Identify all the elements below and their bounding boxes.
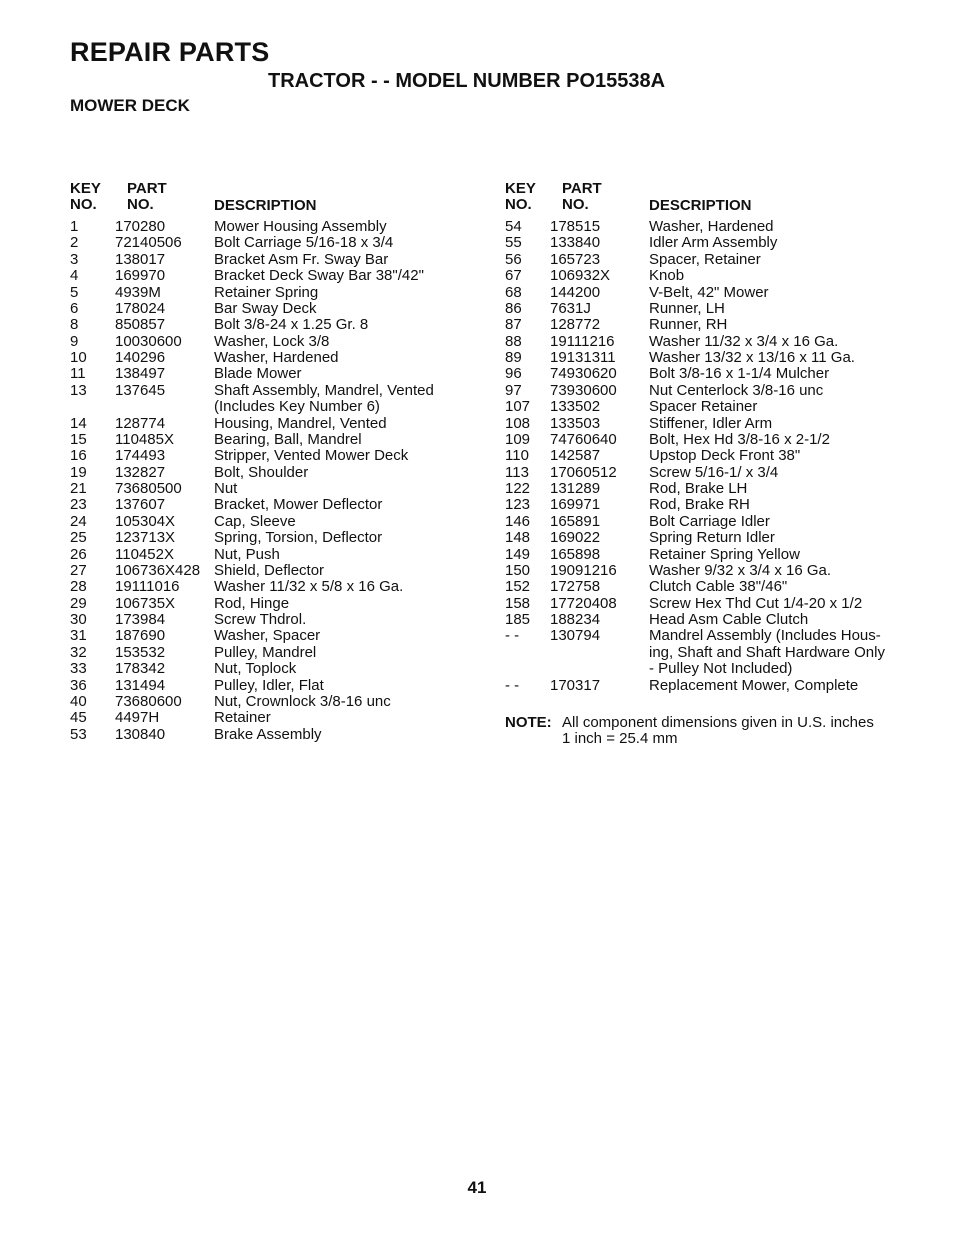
description-cell: Pulley, Idler, Flat (214, 676, 324, 694)
description-cell: Head Asm Cable Clutch (649, 611, 809, 628)
part-no-cell: 10030600 (115, 332, 182, 350)
table-row (70, 465, 490, 481)
description-cell: Runner, LH (649, 299, 725, 317)
table-row (70, 481, 490, 497)
description-cell: Retainer Spring (214, 283, 319, 301)
description-cell: Bar Sway Deck (214, 299, 317, 317)
description-cell: Bracket, Mower Deflector (214, 496, 383, 514)
key-no-cell: 8 (70, 316, 79, 334)
key-no-cell: 14 (70, 414, 87, 432)
part-header-bottom: NO. (562, 196, 589, 213)
description-cell: Spring, Torsion, Deflector (214, 529, 383, 547)
table-row (70, 530, 490, 546)
part-no-cell: 106932X (550, 267, 611, 285)
part-no-cell: 133840 (550, 234, 601, 252)
note-line-2: 1 inch = 25.4 mm (562, 730, 678, 748)
part-no-cell: 19111216 (550, 332, 615, 350)
description-cell: (Includes Key Number 6) (214, 398, 380, 416)
table-row (505, 317, 925, 333)
table-row (505, 563, 925, 579)
description-cell: Cap, Sleeve (214, 512, 296, 530)
part-no-cell: 131289 (550, 480, 601, 497)
key-no-cell: 3 (70, 250, 79, 268)
part-no-cell: 19091216 (550, 561, 617, 579)
description-cell: Housing, Mandrel, Vented (214, 414, 387, 432)
key-no-cell: 32 (70, 643, 87, 661)
description-cell: Knob (649, 267, 685, 285)
description-cell: Washer 9/32 x 3/4 x 16 Ga. (649, 561, 832, 579)
table-row (70, 497, 490, 513)
table-row (70, 579, 490, 595)
key-header-top: KEY (505, 180, 536, 197)
key-no-cell: 33 (70, 660, 87, 678)
section-heading: MOWER DECK (70, 96, 190, 115)
table-row (505, 481, 925, 497)
table-row (70, 596, 490, 612)
description-cell: Washer, Spacer (214, 627, 321, 645)
part-no-cell: 110452X (115, 545, 174, 563)
table-row (505, 514, 925, 530)
description-cell: Washer 13/32 x 13/16 x 11 Ga. (649, 349, 855, 366)
description-cell: Nut, Push (214, 545, 280, 563)
key-no-cell: 87 (505, 316, 522, 334)
description-cell: Nut, Crownlock 3/8-16 unc (214, 692, 391, 710)
description-cell: Blade Mower (214, 365, 302, 383)
part-no-cell: 19111016 (115, 578, 180, 596)
part-no-cell: 19131311 (550, 349, 616, 366)
key-no-cell: 109 (505, 430, 531, 448)
description-cell: Bracket Asm Fr. Sway Bar (214, 250, 389, 268)
part-no-cell: 73930600 (550, 381, 617, 399)
part-no-cell: 165723 (550, 250, 601, 268)
part-no-cell: 172758 (550, 578, 601, 596)
table-row (505, 301, 925, 317)
description-cell: Mandrel Assembly (Includes Hous- (649, 627, 881, 645)
key-no-cell: 11 (70, 365, 86, 383)
part-no-cell: 130840 (115, 725, 166, 743)
key-no-cell: 152 (505, 578, 531, 596)
key-no-cell: 86 (505, 299, 522, 317)
part-no-cell: 138017 (115, 250, 166, 268)
part-no-cell: 170280 (115, 218, 166, 235)
description-header: DESCRIPTION (214, 197, 317, 214)
parts-table-right (505, 181, 925, 694)
key-no-cell: 110 (505, 447, 529, 465)
table-row (505, 547, 925, 563)
part-no-cell: 133502 (550, 398, 601, 416)
description-cell: Nut (214, 480, 238, 497)
description-cell: Screw 5/16-1/ x 3/4 (649, 463, 779, 481)
table-row (70, 645, 490, 661)
key-no-cell: 25 (70, 529, 87, 547)
description-cell: Spacer, Retainer (649, 250, 761, 268)
key-no-cell: 26 (70, 545, 87, 563)
table-row (505, 596, 925, 612)
key-no-header (505, 181, 536, 213)
key-no-cell: 1 (70, 218, 79, 235)
key-no-cell: 96 (505, 365, 522, 383)
description-cell: Washer 11/32 x 3/4 x 16 Ga. (649, 332, 839, 350)
description-cell: - Pulley Not Included) (649, 660, 793, 678)
part-no-cell: 850857 (115, 316, 166, 334)
description-cell: Washer, Hardened (649, 218, 774, 235)
table-row (505, 661, 925, 677)
part-no-cell: 169971 (550, 496, 601, 514)
key-no-cell: 150 (505, 561, 531, 579)
part-no-cell: 133503 (550, 414, 601, 432)
key-no-cell: 29 (70, 594, 87, 612)
part-no-cell: 130794 (550, 627, 601, 645)
description-cell: Stripper, Vented Mower Deck (214, 447, 409, 465)
table-row (70, 301, 490, 317)
description-cell: Upstop Deck Front 38" (649, 447, 801, 465)
description-cell: Bolt, Shoulder (214, 463, 309, 481)
table-body (505, 219, 925, 694)
key-no-cell: 6 (70, 299, 79, 317)
parts-table-left (70, 181, 490, 743)
table-row (505, 285, 925, 301)
table-row (70, 694, 490, 710)
key-no-cell: 31 (70, 627, 87, 645)
description-cell: Bolt Carriage Idler (649, 512, 770, 530)
table-row (70, 285, 490, 301)
part-no-cell: 128772 (550, 316, 601, 334)
key-no-cell: 36 (70, 676, 87, 694)
key-no-cell: 16 (70, 447, 87, 465)
table-row (505, 399, 925, 415)
key-no-cell: 158 (505, 594, 531, 612)
part-no-cell: 106735X (115, 594, 176, 612)
part-no-cell: 140296 (115, 349, 166, 366)
table-row (505, 432, 925, 448)
description-cell: Screw Thdrol. (214, 611, 307, 628)
key-no-cell: 113 (505, 463, 529, 481)
description-cell: Idler Arm Assembly (649, 234, 778, 252)
part-no-cell: 153532 (115, 643, 166, 661)
table-row (70, 448, 490, 464)
table-row (505, 350, 925, 366)
table-row (70, 334, 490, 350)
key-no-cell: 45 (70, 709, 87, 727)
part-no-cell: 169022 (550, 529, 601, 547)
description-header: DESCRIPTION (649, 197, 752, 214)
part-no-cell: 74760640 (550, 430, 617, 448)
key-no-cell: 122 (505, 480, 531, 497)
key-no-cell: 28 (70, 578, 87, 596)
key-no-cell: 2 (70, 234, 79, 252)
part-no-cell: 173984 (115, 611, 166, 628)
description-cell: Rod, Brake LH (649, 480, 748, 497)
description-cell: Washer, Hardened (214, 349, 339, 366)
description-cell: Spring Return Idler (649, 529, 775, 547)
table-row (505, 530, 925, 546)
description-cell: Washer, Lock 3/8 (214, 332, 330, 350)
key-no-cell: 54 (505, 218, 522, 235)
table-header (505, 181, 925, 219)
part-no-header (127, 181, 167, 213)
key-no-cell: 88 (505, 332, 522, 350)
description-cell: Bracket Deck Sway Bar 38"/42" (214, 267, 424, 285)
description-cell: Washer 11/32 x 5/8 x 16 Ga. (214, 578, 404, 596)
description-cell: Stiffener, Idler Arm (649, 414, 773, 432)
note-line-1: All component dimensions given in U.S. inches (562, 714, 874, 731)
table-row (70, 514, 490, 530)
description-cell: Nut Centerlock 3/8-16 unc (649, 381, 824, 399)
key-header-top: KEY (70, 180, 101, 197)
table-row (70, 547, 490, 563)
part-no-cell: 178515 (550, 218, 601, 235)
table-row (70, 317, 490, 333)
description-cell: Bearing, Ball, Mandrel (214, 430, 362, 448)
key-no-cell: 55 (505, 234, 522, 252)
part-no-cell: 137607 (115, 496, 166, 514)
key-header-bottom: NO. (505, 196, 532, 213)
description-cell: Bolt 3/8-24 x 1.25 Gr. 8 (214, 316, 369, 334)
key-no-header (70, 181, 101, 213)
key-no-cell: 19 (70, 463, 87, 481)
description-cell: Bolt Carriage 5/16-18 x 3/4 (214, 234, 394, 252)
part-no-cell: 74930620 (550, 365, 617, 383)
description-cell: Shaft Assembly, Mandrel, Vented (214, 381, 434, 399)
key-no-cell: 27 (70, 561, 87, 579)
description-cell: Replacement Mower, Complete (649, 676, 859, 694)
part-no-cell: 165891 (550, 512, 601, 530)
key-no-cell: 89 (505, 349, 522, 366)
key-no-cell: 5 (70, 283, 79, 301)
table-row (70, 219, 490, 235)
part-no-cell: 188234 (550, 611, 601, 628)
table-row (70, 661, 490, 677)
table-row (505, 366, 925, 382)
part-no-cell: 138497 (115, 365, 166, 383)
part-no-cell: 132827 (115, 463, 166, 481)
model-subtitle: TRACTOR - - MODEL NUMBER PO15538A (268, 70, 666, 92)
table-row (70, 727, 490, 743)
key-no-cell: 9 (70, 332, 79, 350)
part-no-cell: 178342 (115, 660, 166, 678)
part-no-cell: 128774 (115, 414, 166, 432)
part-no-cell: 144200 (550, 283, 601, 301)
part-no-cell: 110485X (115, 430, 174, 448)
part-no-cell: 4497H (115, 709, 160, 727)
key-no-cell: 107 (505, 398, 531, 416)
note-label: NOTE: (505, 714, 552, 731)
description-cell: Brake Assembly (214, 725, 322, 743)
key-no-cell: - - (505, 676, 520, 694)
part-no-cell: 131494 (115, 676, 166, 694)
part-header-top: PART (127, 180, 167, 197)
table-row (505, 448, 925, 464)
table-row (505, 252, 925, 268)
key-no-cell: 30 (70, 611, 87, 628)
table-row (70, 383, 490, 399)
key-no-cell: 149 (505, 545, 531, 563)
key-no-cell: 40 (70, 692, 87, 710)
table-row (505, 612, 925, 628)
page-title: REPAIR PARTS (70, 37, 270, 67)
table-row (70, 399, 490, 415)
table-body (70, 219, 490, 743)
key-no-cell: 146 (505, 512, 531, 530)
table-row (70, 710, 490, 726)
key-no-cell: 185 (505, 611, 531, 628)
part-no-cell: 106736X428 (115, 561, 201, 579)
table-row (70, 252, 490, 268)
part-no-cell: 17720408 (550, 594, 617, 612)
key-no-cell: 123 (505, 496, 531, 514)
table-row (70, 350, 490, 366)
key-no-cell: - - (505, 627, 520, 645)
description-cell: Rod, Brake RH (649, 496, 750, 514)
part-no-cell: 169970 (115, 267, 166, 285)
table-header (70, 181, 490, 219)
key-no-cell: 53 (70, 725, 87, 743)
key-no-cell: 10 (70, 349, 87, 366)
table-row (505, 383, 925, 399)
table-row (70, 678, 490, 694)
key-no-cell: 13 (70, 381, 87, 399)
description-cell: Rod, Hinge (214, 594, 290, 612)
description-cell: Retainer (214, 709, 271, 727)
part-no-cell: 187690 (115, 627, 166, 645)
description-cell: ing, Shaft and Shaft Hardware Only (649, 643, 885, 661)
description-cell: Shield, Deflector (214, 561, 325, 579)
table-row (505, 579, 925, 595)
table-row (70, 628, 490, 644)
table-row (70, 432, 490, 448)
part-no-cell: 73680600 (115, 692, 182, 710)
description-cell: Nut, Toplock (214, 660, 297, 678)
table-row (70, 235, 490, 251)
part-no-cell: 123713X (115, 529, 176, 547)
description-cell: Spacer Retainer (649, 398, 758, 416)
description-cell: V-Belt, 42" Mower (649, 283, 769, 301)
key-no-cell: 21 (70, 480, 87, 497)
part-no-cell: 174493 (115, 447, 166, 465)
key-no-cell: 24 (70, 512, 87, 530)
part-no-cell: 170317 (550, 676, 601, 694)
description-cell: Bolt 3/8-16 x 1-1/4 Mulcher (649, 365, 830, 383)
part-no-cell: 178024 (115, 299, 166, 317)
part-no-cell: 137645 (115, 381, 166, 399)
table-row (505, 235, 925, 251)
description-cell: Mower Housing Assembly (214, 218, 387, 235)
table-row (505, 219, 925, 235)
table-row (505, 628, 925, 644)
description-cell: Pulley, Mandrel (214, 643, 317, 661)
part-no-cell: 105304X (115, 512, 176, 530)
part-no-cell: 4939M (115, 283, 161, 301)
table-row (505, 416, 925, 432)
description-cell: Screw Hex Thd Cut 1/4-20 x 1/2 (649, 594, 863, 612)
part-no-cell: 142587 (550, 447, 601, 465)
part-no-cell: 165898 (550, 545, 601, 563)
table-row (505, 678, 925, 694)
part-no-cell: 7631J (550, 299, 591, 317)
table-row (70, 268, 490, 284)
key-no-cell: 56 (505, 250, 522, 268)
part-no-cell: 17060512 (550, 463, 617, 481)
table-row (505, 645, 925, 661)
description-cell: Runner, RH (649, 316, 728, 334)
key-no-cell: 4 (70, 267, 79, 285)
table-row (70, 612, 490, 628)
key-no-cell: 68 (505, 283, 522, 301)
table-row (505, 268, 925, 284)
page-number: 41 (467, 1178, 487, 1197)
part-no-header (562, 181, 602, 213)
key-no-cell: 67 (505, 267, 522, 285)
table-row (505, 497, 925, 513)
table-row (70, 416, 490, 432)
part-header-top: PART (562, 180, 602, 197)
key-no-cell: 108 (505, 414, 531, 432)
table-row (505, 465, 925, 481)
key-no-cell: 148 (505, 529, 531, 547)
description-cell: Clutch Cable 38"/46" (649, 578, 788, 596)
key-header-bottom: NO. (70, 196, 97, 213)
description-cell: Bolt, Hex Hd 3/8-16 x 2-1/2 (649, 430, 830, 448)
part-no-cell: 73680500 (115, 480, 182, 497)
table-row (70, 366, 490, 382)
part-no-cell: 72140506 (115, 234, 182, 252)
key-no-cell: 23 (70, 496, 87, 514)
part-header-bottom: NO. (127, 196, 154, 213)
table-row (505, 334, 925, 350)
key-no-cell: 97 (505, 381, 522, 399)
table-row (70, 563, 490, 579)
key-no-cell: 15 (70, 430, 87, 448)
description-cell: Retainer Spring Yellow (649, 545, 800, 563)
